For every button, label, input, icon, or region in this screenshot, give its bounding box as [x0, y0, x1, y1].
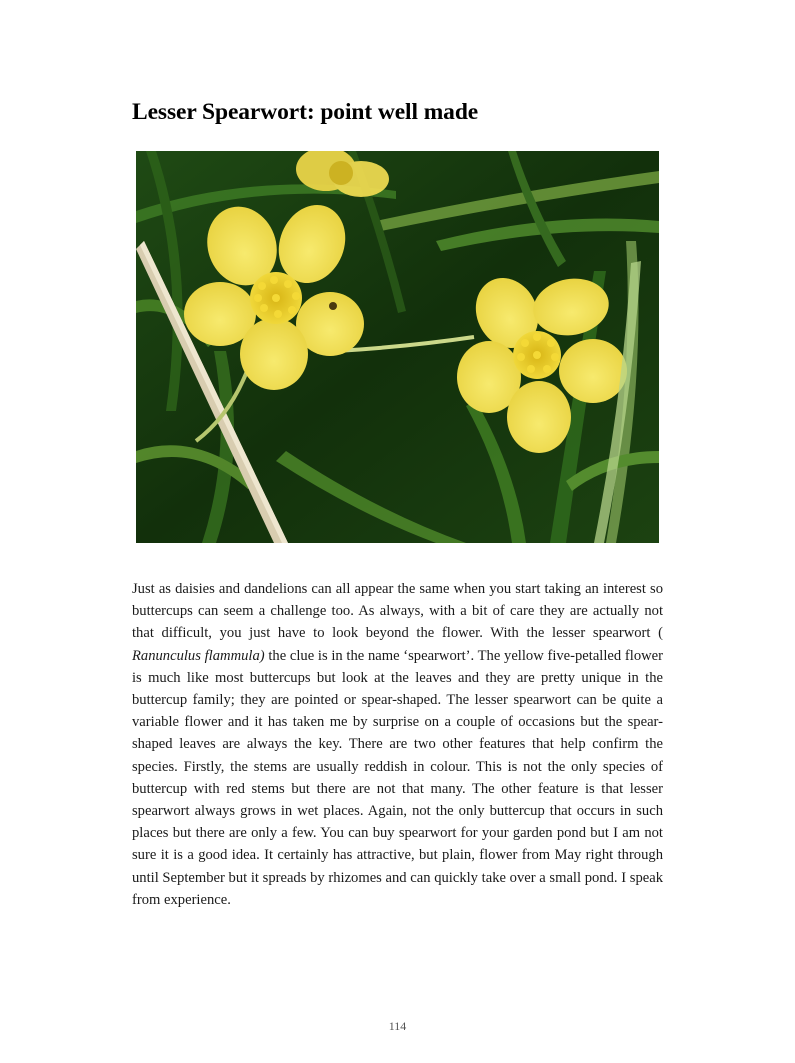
- body-text-before-name: Just as daisies and dandelions can all appear the same when you start taking an interest so buttercups can seem a challenge too. As always, with a bit of care they are actually not that difficult, you just have to look beyond the flower. With the lesser spearwort (: [132, 581, 663, 642]
- flower-photo-illustration: [136, 151, 659, 543]
- article-body: [132, 578, 663, 911]
- body-text-after-name: the clue is in the name ‘spearwort’. The yellow five-petalled flower is much like most buttercups but look at the leaves and they are pretty unique in the buttercup family; they are pointed or spear-shaped. The lesser spearwort can be quite a variable flower and it has taken me by surprise on a couple of occasions but the spear-shaped leaves are always the key. There are two other features that help confirm the species. Firstly, the stems are usually reddish in colour. This is not the only species of buttercup with red stems but there are not that many. The other feature is that lesser spearwort always grows in wet places. Again, not the only buttercup that occurs in such places but there are only a few. You can buy spearwort for your garden pond but I am not sure it is a good idea. It certainly has attractive, but plain, flower from May right through until September but it spreads by rhizomes and can quickly take over a small pond. I speak from experience.: [132, 647, 663, 908]
- page-title: Lesser Spearwort: point well made: [132, 99, 479, 125]
- scientific-name: Ranunculus flammula): [132, 647, 265, 664]
- page-number: 114: [388, 1019, 407, 1033]
- lesser-spearwort-photo: [136, 151, 659, 543]
